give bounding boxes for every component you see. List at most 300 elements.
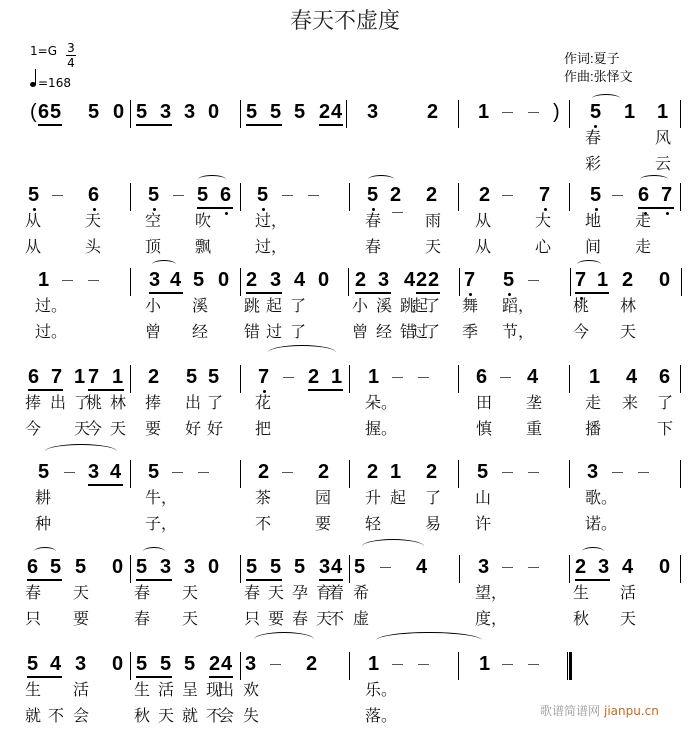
note: 7 [258, 366, 270, 388]
slur [362, 539, 424, 554]
note: 0 [659, 269, 671, 291]
barline [240, 183, 241, 211]
note: 4 [527, 366, 539, 388]
note: 3 [587, 461, 599, 483]
note: 4 [404, 269, 416, 291]
note: 2 [426, 461, 438, 483]
lyric: 曾 [145, 322, 162, 341]
note: 4 [331, 556, 343, 578]
underline [355, 292, 391, 294]
dash [502, 112, 513, 113]
dash [528, 112, 539, 113]
lyric: 好 [185, 419, 202, 438]
lyric: 走 [635, 237, 652, 256]
watermark [540, 702, 659, 719]
credits [564, 50, 633, 86]
underline [246, 292, 282, 294]
quarter-note-icon [30, 82, 36, 87]
note: 2 [258, 461, 270, 483]
lyric: 要 [145, 419, 162, 438]
barline [348, 268, 349, 296]
lyric: 了 [425, 488, 442, 507]
note: 2 [306, 653, 318, 675]
tempo-value: =168 [38, 76, 71, 90]
lyric: 大 [535, 211, 552, 230]
score-row-6 [0, 555, 690, 635]
lyric: 雨 [425, 211, 442, 230]
note: 5 [294, 101, 306, 123]
lyric: 要 [73, 609, 90, 628]
note: 2 [575, 556, 587, 578]
time-signature-bottom: 4 [67, 56, 75, 70]
note: 6 [88, 184, 100, 206]
lyric: 春 [244, 583, 261, 602]
lyric: 许 [475, 514, 492, 533]
lyric: 从 [475, 237, 492, 256]
note: 5 [50, 101, 62, 123]
lyric: 溪 [376, 296, 393, 315]
note: 5 [136, 101, 148, 123]
note: 5 [184, 653, 196, 675]
low-octave-dot [225, 212, 228, 215]
barline [240, 365, 241, 393]
lyric: 地 [585, 211, 602, 230]
lyric: 生 [134, 680, 151, 699]
underline [209, 676, 233, 678]
lyric: 走 [585, 393, 602, 412]
note: 6 [220, 184, 232, 206]
note: 5 [590, 184, 602, 206]
dash [528, 472, 539, 473]
note: 5 [88, 101, 100, 123]
note: 3 [88, 461, 100, 483]
note: 5 [148, 461, 160, 483]
note: ) [553, 101, 560, 123]
barline [349, 652, 350, 680]
lyric: 落。 [365, 706, 398, 725]
lyric: 天 [182, 609, 199, 628]
lyric: 天 [182, 583, 199, 602]
lyric: 捧 [25, 393, 42, 412]
note: 1 [589, 366, 601, 388]
lyric: 过。 [35, 322, 68, 341]
lyric: 不 [255, 514, 272, 533]
dash [418, 377, 429, 378]
lyric: 了 [657, 393, 674, 412]
barline [459, 268, 460, 296]
note: 1 [597, 269, 609, 291]
underline [575, 292, 609, 294]
watermark-en: jianpu.cn [604, 704, 659, 718]
underline [27, 676, 62, 678]
underline [575, 579, 610, 581]
note: 0 [208, 556, 220, 578]
note: 2 [367, 461, 379, 483]
lyric: 失 [243, 706, 260, 725]
lyric: 云 [655, 154, 672, 173]
lyric: 从 [25, 211, 42, 230]
score-row-7 [0, 652, 690, 732]
lyric: 起 [266, 296, 283, 315]
lyric: 不 [48, 706, 65, 725]
lyric: 过， [255, 237, 288, 256]
lyric: 播 [585, 419, 602, 438]
lyric: 不会 [206, 706, 231, 725]
barline [349, 555, 350, 583]
dash [502, 472, 513, 473]
lyric: 茶 [255, 488, 272, 507]
note: 4 [331, 101, 343, 123]
lyric: 欢 [243, 680, 260, 699]
lyric: 季 [462, 322, 479, 341]
note: 5 [246, 556, 258, 578]
note: 4 [221, 653, 233, 675]
dash [62, 280, 73, 281]
lyric: 花 [255, 393, 272, 412]
barline [130, 555, 131, 583]
barline [349, 365, 350, 393]
dash [528, 664, 539, 665]
dash [172, 472, 183, 473]
barline [569, 555, 570, 583]
note: 1 [38, 269, 50, 291]
lyric: 彩 [585, 154, 602, 173]
note: 7 [575, 269, 587, 291]
lyric: 春 [585, 128, 602, 147]
lyric: 了桃 [74, 393, 99, 412]
dash [528, 280, 539, 281]
dash [64, 472, 75, 473]
lyric: 活 [620, 583, 637, 602]
lyric: 从 [475, 211, 492, 230]
dash [418, 664, 429, 665]
lyric: 今 [25, 419, 42, 438]
key-signature: 1=G [30, 44, 57, 58]
note: 5 [197, 184, 209, 206]
note: 0 [113, 101, 125, 123]
underline [416, 292, 440, 294]
barline [240, 460, 241, 488]
note: 2 [390, 184, 402, 206]
note: 1 [624, 101, 636, 123]
note: 2 [416, 269, 428, 291]
final-barline [567, 652, 572, 680]
note: 0 [218, 269, 230, 291]
slur [268, 345, 336, 360]
dash [380, 567, 391, 568]
underline [136, 676, 172, 678]
note: 3 [149, 269, 161, 291]
note: 3 [270, 269, 282, 291]
slur [254, 632, 314, 647]
note: 3 [598, 556, 610, 578]
barline [459, 555, 460, 583]
note: 5 [148, 184, 160, 206]
dash [638, 472, 649, 473]
barline [570, 268, 571, 296]
dash [612, 195, 623, 196]
note: 0 [112, 556, 124, 578]
lyric: 经 [192, 322, 209, 341]
lyric: 捧 [145, 393, 162, 412]
note: 1 [368, 653, 380, 675]
composer: 作曲:张怿文 [564, 69, 633, 84]
lyric: 头 [85, 237, 102, 256]
note: 3 [160, 101, 172, 123]
dash [528, 567, 539, 568]
barline [680, 460, 681, 488]
lyric: 重 [526, 419, 543, 438]
dash [392, 377, 403, 378]
barline [680, 183, 681, 211]
lyric: 山 [475, 488, 492, 507]
dash [88, 280, 99, 281]
note: 5 [503, 269, 515, 291]
note: 6 [476, 366, 488, 388]
underline [27, 579, 62, 581]
score-row-4 [0, 365, 690, 445]
song-title: 春天不虚度 [289, 9, 400, 34]
lyric: 现出 [206, 680, 231, 699]
underline [246, 579, 282, 581]
lyric: 过 [266, 322, 283, 341]
note: 5 [246, 101, 258, 123]
barline [130, 365, 131, 393]
lyric: 错 [244, 322, 261, 341]
note: 5 [590, 101, 602, 123]
score-row-2 [0, 183, 690, 263]
lyric: 从 [25, 237, 42, 256]
underline [88, 484, 123, 486]
lyric: 今 [573, 322, 590, 341]
note: 3 [184, 101, 196, 123]
note: 5 [294, 556, 306, 578]
note: 3 [478, 556, 490, 578]
lyric: 就 [182, 706, 199, 725]
underline [308, 389, 343, 391]
lyric: 诺。 [585, 514, 618, 533]
lyric: 风 [655, 128, 672, 147]
lyric: 节， [502, 322, 535, 341]
slur [376, 632, 482, 649]
note: 3 [160, 556, 172, 578]
note: 3 [184, 556, 196, 578]
barline [240, 652, 241, 680]
lyric: 握。 [365, 419, 398, 438]
lyric: 曾 [352, 322, 369, 341]
lyric: 飘 [195, 237, 212, 256]
lyric: 春 [25, 583, 42, 602]
note: 1 [74, 366, 86, 388]
lyric: 天不 [316, 609, 341, 628]
lyric: 天 [110, 419, 127, 438]
barline [458, 100, 459, 128]
note: 6 [659, 366, 671, 388]
barline [569, 100, 570, 128]
barline [681, 268, 682, 296]
note: 4 [294, 269, 306, 291]
lyric: 出 [50, 393, 67, 412]
lyric: 蹈， [502, 296, 535, 315]
note: 4 [170, 269, 182, 291]
dash [612, 472, 623, 473]
lyric: 天 [620, 322, 637, 341]
note: 5 [354, 556, 366, 578]
lyric: 田 [476, 393, 493, 412]
lyric: 跳起了 [400, 296, 437, 315]
lyric: 升 [365, 488, 382, 507]
lyric: 生 [573, 583, 590, 602]
barline [130, 460, 131, 488]
note: 2 [479, 184, 491, 206]
note: 1 [331, 366, 343, 388]
note: 3 [245, 653, 257, 675]
underline [136, 124, 172, 126]
lyric: 就 [25, 706, 42, 725]
slur [45, 444, 117, 459]
barline [680, 100, 681, 128]
dash [52, 195, 63, 196]
lyric: 小 [352, 296, 369, 315]
lyric: 起 [390, 488, 407, 507]
underline [28, 389, 63, 391]
lyric: 春 [134, 583, 151, 602]
lyric: 轻 [365, 514, 382, 533]
lyric: 天 [620, 609, 637, 628]
lyric: 心 [535, 237, 552, 256]
note: 3 [367, 101, 379, 123]
lyric: 经 [376, 322, 393, 341]
note: 3 [319, 556, 331, 578]
note: 6 [28, 366, 40, 388]
dash [308, 195, 319, 196]
note: 4 [626, 366, 638, 388]
note: 5 [28, 184, 40, 206]
barline [458, 183, 459, 211]
note: 4 [110, 461, 122, 483]
note: 6 [27, 556, 39, 578]
underline [246, 124, 282, 126]
lyric: 间 [585, 237, 602, 256]
note: 5 [186, 366, 198, 388]
lyric: 春 [292, 609, 309, 628]
lyric: 子， [145, 514, 178, 533]
note: 5 [193, 269, 205, 291]
lyric: 种 [35, 514, 52, 533]
lyric: 吹 [195, 211, 212, 230]
note: 7 [539, 184, 551, 206]
note: 6 [38, 101, 50, 123]
note: 2 [246, 269, 258, 291]
barline [569, 183, 570, 211]
time-signature [64, 41, 78, 70]
lyric: 了 [290, 296, 307, 315]
barline [130, 183, 131, 211]
lyric: 望， [475, 583, 508, 602]
lyric: 天 [73, 583, 90, 602]
lyric: 错过了 [400, 322, 437, 341]
lyric: 跳 [244, 296, 261, 315]
lyric: 走 [635, 211, 652, 230]
lyric: 天 [268, 583, 285, 602]
score-row-3 [0, 268, 690, 348]
note: 0 [318, 269, 330, 291]
note: 1 [657, 101, 669, 123]
lyric: 孕 [292, 583, 309, 602]
note: 5 [38, 461, 50, 483]
note: 0 [208, 101, 220, 123]
lyric: 了 [290, 322, 307, 341]
note: 5 [160, 653, 172, 675]
lyricist: 作词:夏子 [564, 51, 620, 66]
low-octave-dot [666, 212, 669, 215]
note: 6 [638, 184, 650, 206]
note: 0 [659, 556, 671, 578]
barline [130, 268, 131, 296]
lyric: 牛， [145, 488, 178, 507]
note: 5 [257, 184, 269, 206]
note: 2 [428, 269, 440, 291]
underline [88, 389, 124, 391]
note: 4 [622, 556, 634, 578]
note: 2 [148, 366, 160, 388]
lyric: 秋 [134, 706, 151, 725]
note: 4 [416, 556, 428, 578]
tempo-marking [30, 76, 71, 90]
dash [198, 472, 209, 473]
lyric: 虚 [353, 609, 370, 628]
note: 5 [75, 556, 87, 578]
lyric: 下 [657, 419, 674, 438]
lyric: 只 [25, 609, 42, 628]
lyric: 了 [207, 393, 224, 412]
note: 4 [50, 653, 62, 675]
dash [392, 664, 403, 665]
barline [130, 652, 131, 680]
note: 5 [367, 184, 379, 206]
note: 2 [355, 269, 367, 291]
dash [283, 377, 294, 378]
lyric: 顶 [145, 237, 162, 256]
barline [346, 100, 347, 128]
dash [502, 195, 513, 196]
underline [197, 207, 233, 209]
lyric: 天今 [74, 419, 99, 438]
lyric: 桃 [573, 296, 590, 315]
barline [349, 460, 350, 488]
note: 2 [319, 101, 331, 123]
underline [136, 579, 172, 581]
barline [349, 183, 350, 211]
barline [569, 365, 570, 393]
lyric: 天 [425, 237, 442, 256]
lyric: 耕 [35, 488, 52, 507]
note: 5 [136, 653, 148, 675]
dash [502, 567, 513, 568]
lyric: 秋 [573, 609, 590, 628]
score-row-1 [0, 100, 690, 180]
lyric: 要 [315, 514, 332, 533]
barline [240, 268, 241, 296]
lyric: 春 [365, 211, 382, 230]
lyric: 溪 [192, 296, 209, 315]
dash [173, 195, 184, 196]
lyric: 朵。 [365, 393, 398, 412]
barline [130, 100, 131, 128]
underline [638, 207, 674, 209]
lyric: 过， [255, 211, 288, 230]
note: 7 [51, 366, 63, 388]
